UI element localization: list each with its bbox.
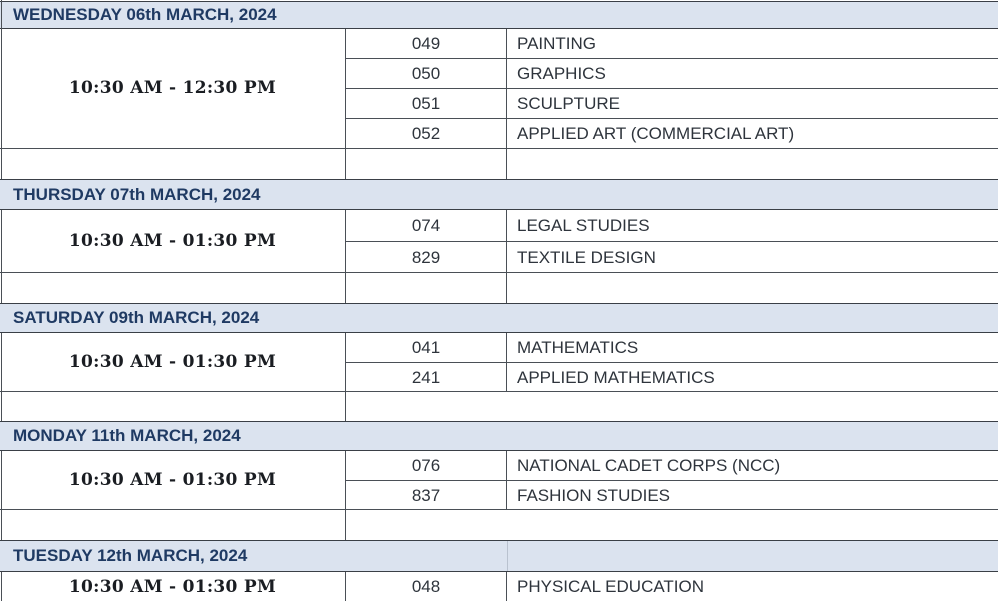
column-divider bbox=[345, 451, 346, 541]
column-divider bbox=[345, 29, 346, 179]
subject-name: TEXTILE DESIGN bbox=[517, 247, 656, 267]
column-divider bbox=[506, 333, 507, 392]
column-divider bbox=[345, 333, 346, 421]
row-divider bbox=[0, 272, 998, 273]
table-left-border bbox=[1, 0, 2, 601]
subject-code: 051 bbox=[411, 94, 441, 113]
subject-name: APPLIED ART (COMMERCIAL ART) bbox=[517, 124, 795, 143]
time-slot: 10:30 AM - 01:30 PM bbox=[68, 470, 277, 490]
date-label: TUESDAY 12th MARCH, 2024 bbox=[13, 546, 248, 565]
subject-name: FASHION STUDIES bbox=[517, 485, 671, 505]
subject-name: SCULPTURE bbox=[517, 94, 620, 113]
subject-name: MATHEMATICS bbox=[517, 338, 639, 357]
row-divider bbox=[345, 58, 998, 59]
date-header bbox=[0, 540, 998, 572]
row-divider bbox=[345, 88, 998, 89]
row-divider bbox=[345, 118, 998, 119]
date-header bbox=[0, 1, 998, 29]
row-divider bbox=[345, 480, 998, 481]
date-header bbox=[0, 303, 998, 333]
subject-name: NATIONAL CADET CORPS (NCC) bbox=[517, 456, 781, 475]
date-label: WEDNESDAY 06th MARCH, 2024 bbox=[13, 5, 277, 24]
column-divider bbox=[506, 451, 507, 510]
subject-code: 049 bbox=[411, 34, 441, 53]
subject-name: GRAPHICS bbox=[517, 64, 606, 83]
time-slot: 10:30 AM - 01:30 PM bbox=[68, 231, 277, 251]
subject-code: 074 bbox=[411, 216, 441, 235]
column-divider bbox=[506, 572, 507, 601]
row-divider bbox=[345, 241, 998, 242]
subject-code: 837 bbox=[411, 485, 441, 505]
row-divider bbox=[0, 509, 998, 510]
subject-code: 076 bbox=[411, 456, 441, 475]
subject-name: PHYSICAL EDUCATION bbox=[517, 577, 705, 596]
date-label: MONDAY 11th MARCH, 2024 bbox=[13, 426, 241, 445]
subject-code: 241 bbox=[411, 367, 441, 387]
subject-code: 052 bbox=[411, 124, 441, 143]
row-divider bbox=[0, 148, 998, 149]
date-label: THURSDAY 07th MARCH, 2024 bbox=[13, 184, 261, 204]
subject-code: 041 bbox=[411, 338, 441, 357]
subject-code: 050 bbox=[411, 64, 441, 83]
time-slot: 10:30 AM - 12:30 PM bbox=[68, 78, 277, 98]
subject-code: 829 bbox=[411, 247, 441, 267]
date-header bbox=[0, 421, 998, 451]
header-column-divider bbox=[507, 541, 508, 571]
time-slot: 10:30 AM - 01:30 PM bbox=[68, 576, 277, 597]
column-divider bbox=[506, 29, 507, 179]
date-label: SATURDAY 09th MARCH, 2024 bbox=[13, 308, 260, 327]
column-divider bbox=[345, 210, 346, 303]
date-header bbox=[0, 179, 998, 210]
subject-name: APPLIED MATHEMATICS bbox=[517, 367, 715, 387]
subject-code: 048 bbox=[411, 577, 441, 596]
row-divider bbox=[0, 391, 998, 392]
row-divider bbox=[345, 362, 998, 363]
time-slot: 10:30 AM - 01:30 PM bbox=[68, 352, 277, 372]
column-divider bbox=[345, 572, 346, 601]
subject-name: LEGAL STUDIES bbox=[517, 216, 650, 235]
subject-name: PAINTING bbox=[517, 34, 597, 53]
column-divider bbox=[506, 210, 507, 303]
